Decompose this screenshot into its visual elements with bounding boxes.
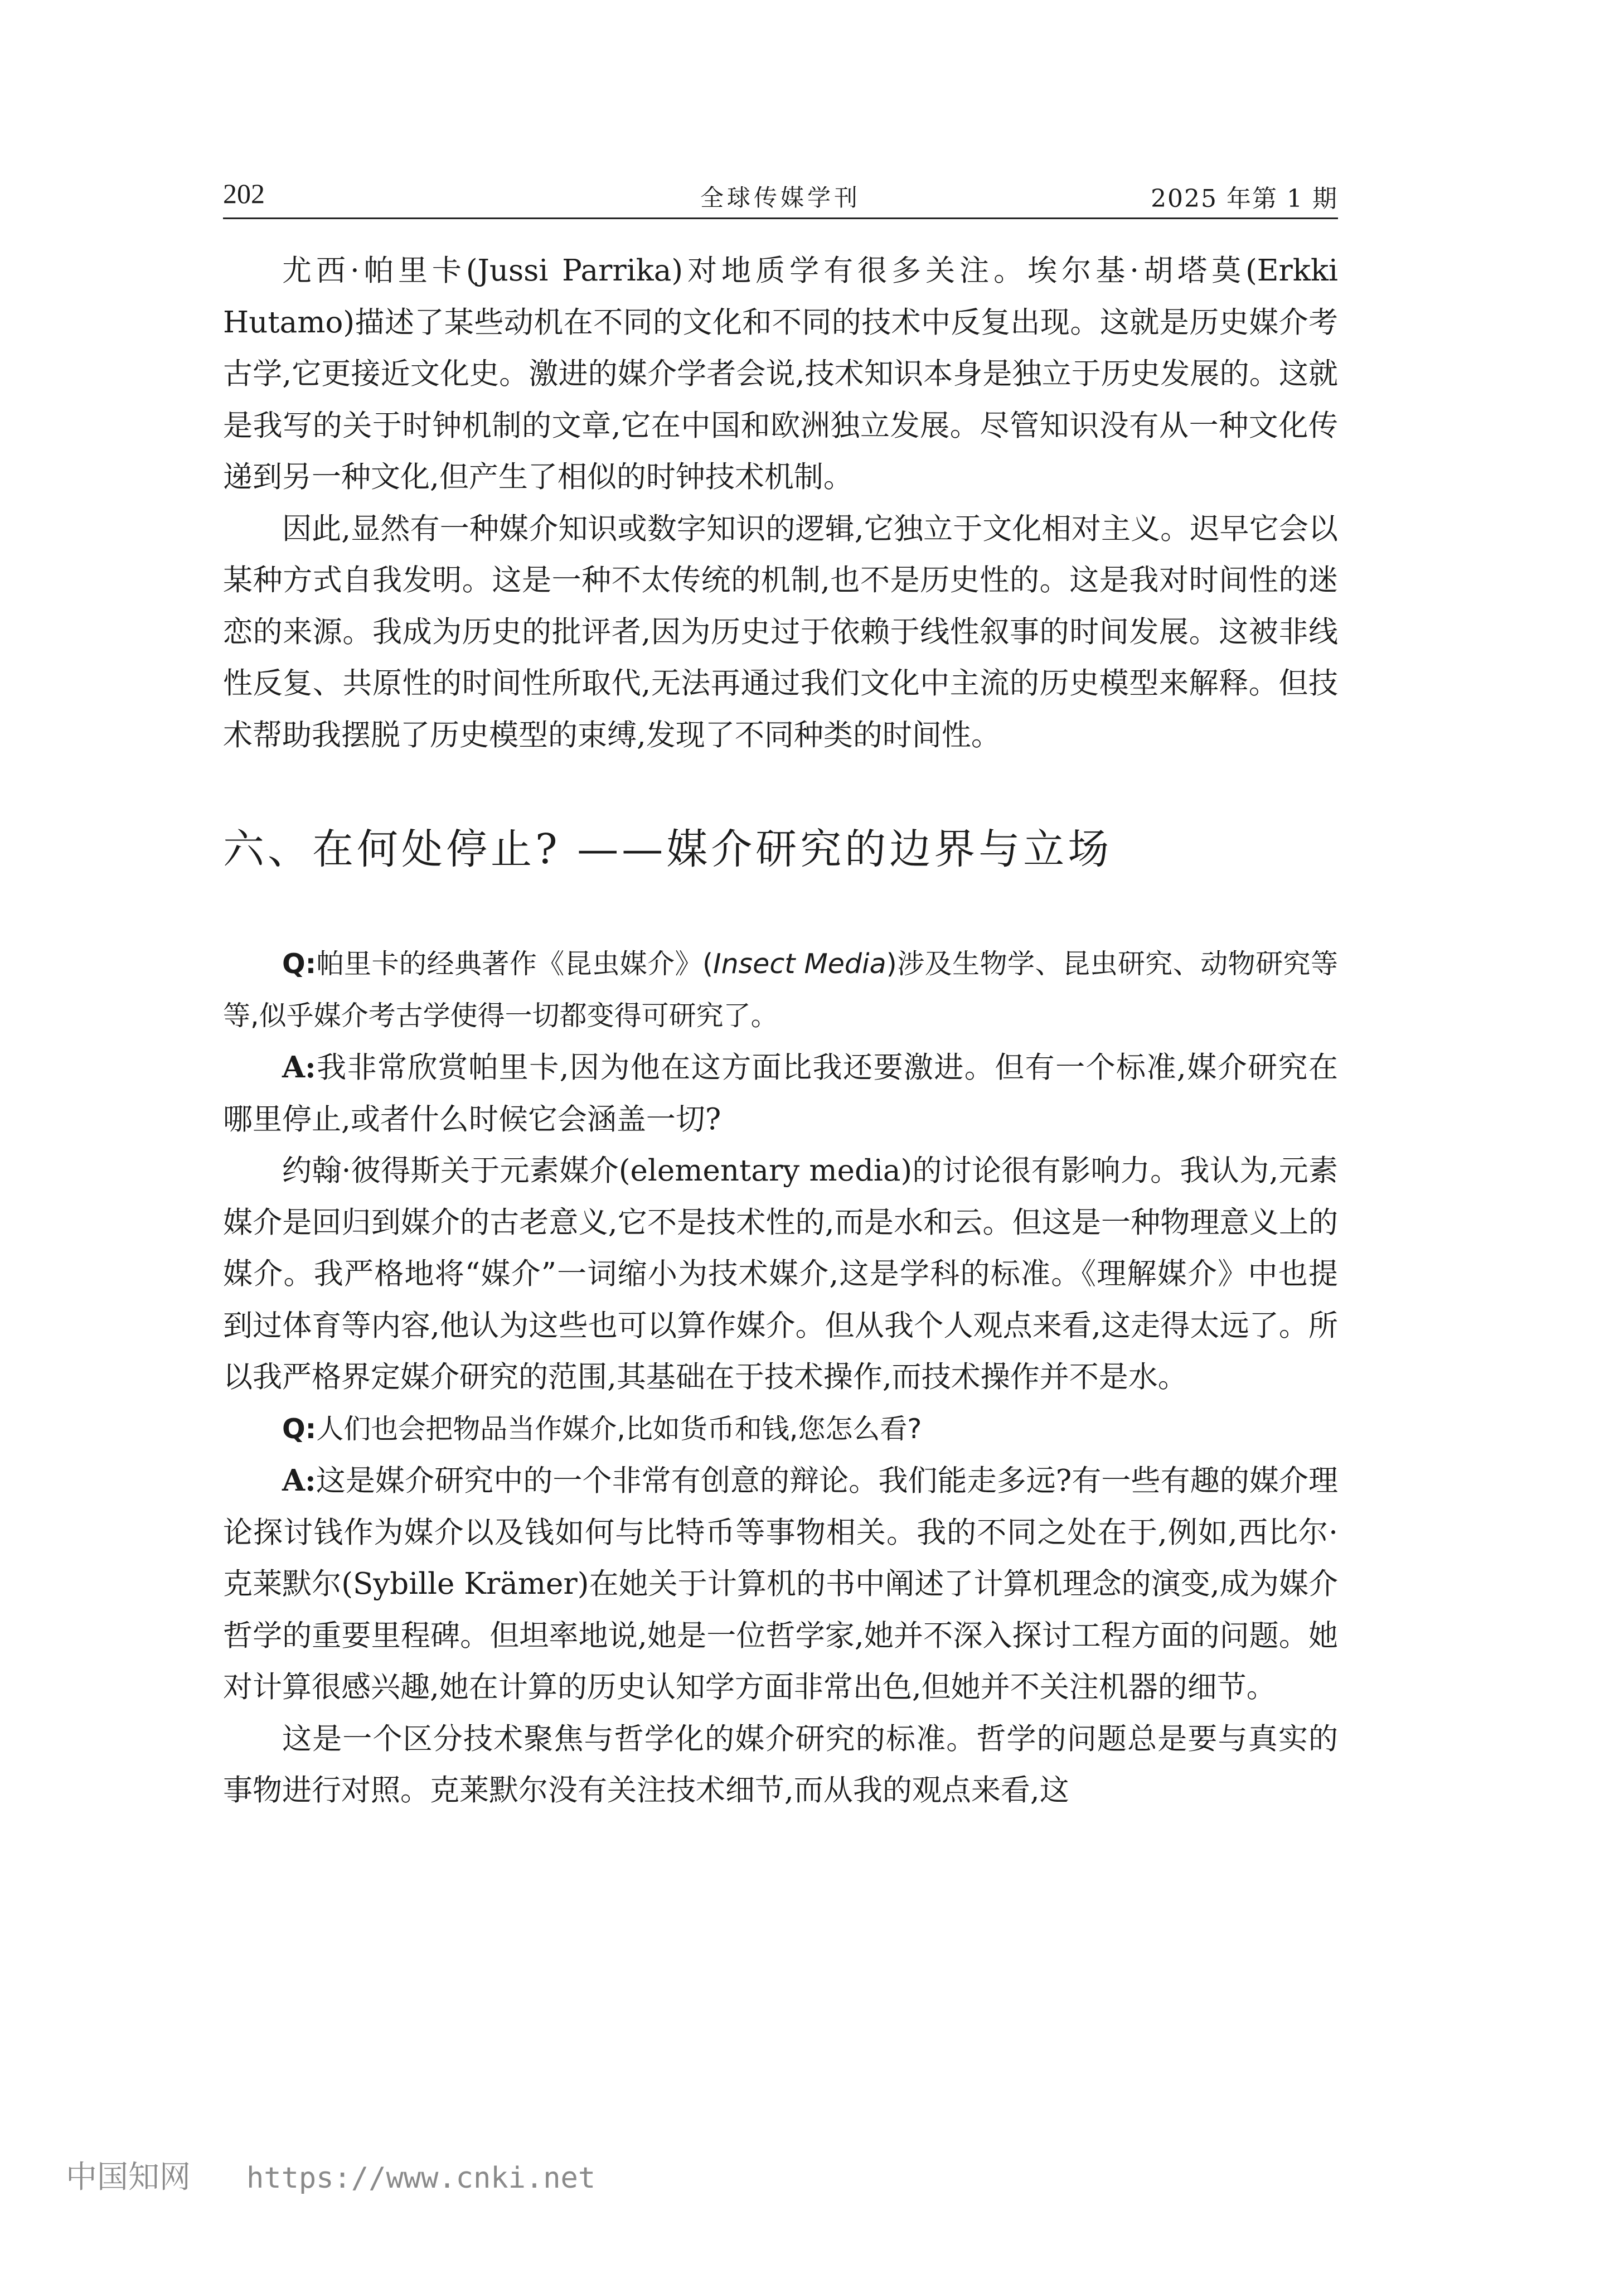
- answer-label: A:: [282, 1050, 316, 1085]
- question-1-text-b: )涉及生物学、昆虫研究、动物研究等等,似乎媒介考古学使得一切都变得可研究了。: [223, 948, 1338, 1032]
- page-number: 202: [223, 178, 265, 209]
- question-2: [223, 1404, 1338, 1455]
- watermark-footer: [66, 2153, 595, 2197]
- issue-label: 2025 年第 1 期: [1151, 185, 1338, 213]
- paragraph-peters: 约翰·彼得斯关于元素媒介(elementary media)的讨论很有影响力。我认为,元素媒介是回归到媒介的古老意义,它不是技术性的,而是水和云。但这是一种物理意义上的媒介。我严格地将“媒介”一词缩小为技术媒介,这是学科的标准。《理解媒介》中也提到过体育等内容,他认为这些也可以算作媒介。但从我个人观点来看,这走得太远了。所以我严格界定媒介研究的范围,其基础在于技术操作,而技术操作并不是水。: [223, 1154, 1338, 1394]
- cnki-logo: 中国知网: [66, 2159, 191, 2195]
- answer-1: [223, 1042, 1338, 1145]
- question-label: Q:: [282, 1413, 317, 1445]
- cnki-url: https://www.cnki.net: [246, 2161, 596, 2195]
- book-title-italic: Insect Media: [713, 948, 886, 980]
- answer-2-text: 这是媒介研究中的一个非常有创意的辩论。我们能走多远?有一些有趣的媒介理论探讨钱作为媒介以及钱如何与比特币等事物相关。我的不同之处在于,例如,西比尔·克莱默尔(Sybille Krämer)在她关于计算机的书中阐述了计算机理念的演变,成为媒介哲学的重要里程碑。但坦率地说,她是一位哲学家,她并不深入探讨工程方面的问题。她对计算很感兴趣,她在计算的历史认知学方面非常出色,但她并不关注机器的细节。: [223, 1464, 1338, 1704]
- answer-1-text: 我非常欣赏帕里卡,因为他在这方面比我还要激进。但有一个标准,媒介研究在哪里停止,或者什么时候它会涵盖一切?: [223, 1051, 1338, 1136]
- paragraph-media-logic: 因此,显然有一种媒介知识或数字知识的逻辑,它独立于文化相对主义。迟早它会以某种方式自我发明。这是一种不太传统的机制,也不是历史性的。这是我对时间性的迷恋的来源。我成为历史的批评者,因为历史过于依赖于线性叙事的时间发展。这被非线性反复、共原性的时间性所取代,无法再通过我们文化中主流的历史模型来解释。但技术帮助我摆脱了历史模型的束缚,发现了不同种类的时间性。: [223, 511, 1338, 752]
- question-1: [223, 939, 1338, 1042]
- journal-title: 全球传媒学刊: [700, 184, 861, 211]
- answer-label: A:: [282, 1463, 316, 1498]
- paragraph-criterion: 这是一个区分技术聚焦与哲学化的媒介研究的标准。哲学的问题总是要与真实的事物进行对照。克莱默尔没有关注技术细节,而从我的观点来看,这: [223, 1721, 1338, 1807]
- question-2-text: 人们也会把物品当作媒介,比如货币和钱,您怎么看?: [316, 1413, 922, 1445]
- running-header: [223, 167, 1338, 219]
- question-label: Q:: [282, 948, 317, 980]
- section-heading: 六、在何处停止? ——媒介研究的边界与立场: [223, 825, 1113, 873]
- paragraph-parrika: 尤西·帕里卡(Jussi Parrika)对地质学有很多关注。埃尔基·胡塔莫(Erkki Hutamo)描述了某些动机在不同的文化和不同的技术中反复出现。这就是历史媒介考古学,它更接近文化史。激进的媒介学者会说,技术知识本身是独立于历史发展的。这就是我写的关于时钟机制的文章,它在中国和欧洲独立发展。尽管知识没有从一种文化传递到另一种文化,但产生了相似的时钟技术机制。: [223, 254, 1338, 494]
- answer-2: [223, 1455, 1338, 1714]
- question-1-text-a: 帕里卡的经典著作《昆虫媒介》(: [316, 948, 714, 980]
- article-body: [223, 245, 1338, 1817]
